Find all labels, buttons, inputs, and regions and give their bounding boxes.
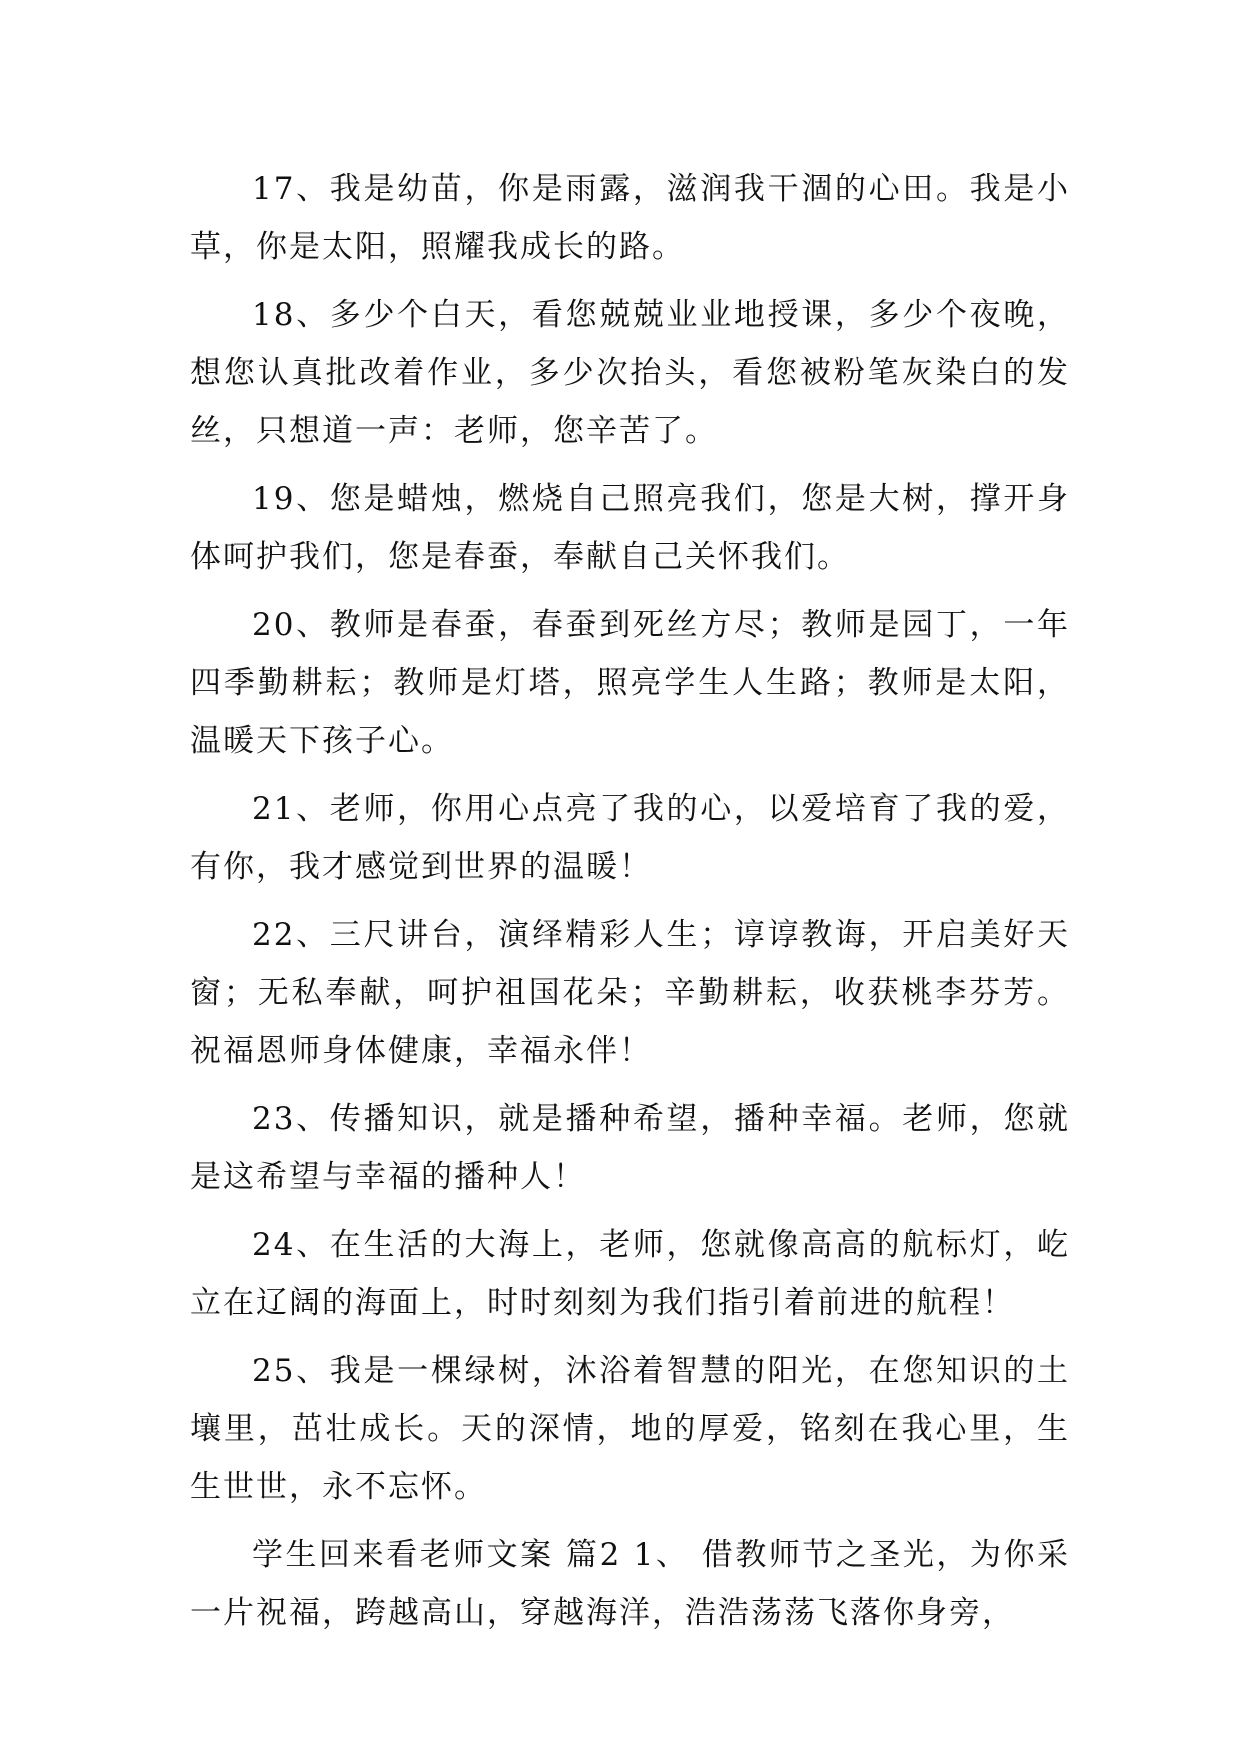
paragraph-25: 25、我是一棵绿树，沐浴着智慧的阳光，在您知识的土壤里，茁壮成长。天的深情，地的厚爱，铭刻在我心里，生生世世，永不忘怀。 [190, 1353, 1070, 1505]
paragraph-18: 18、多少个白天，看您兢兢业业地授课，多少个夜晚，想您认真批改着作业，多少次抬头，看您被粉笔灰染白的发丝，只想道一声：老师，您辛苦了。 [190, 297, 1070, 449]
paragraph-24: 24、在生活的大海上，老师，您就像高高的航标灯，屹立在辽阔的海面上，时时刻刻为我们指引着前进的航程！ [190, 1227, 1070, 1321]
paragraph-20: 20、教师是春蚕，春蚕到死丝方尽；教师是园丁，一年四季勤耕耘；教师是灯塔，照亮学生人生路；教师是太阳，温暖天下孩子心。 [190, 607, 1070, 759]
paragraph-21: 21、老师，你用心点亮了我的心，以爱培育了我的爱，有你，我才感觉到世界的温暖！ [190, 791, 1070, 885]
document-body [190, 160, 1070, 1652]
paragraph-19: 19、您是蜡烛，燃烧自己照亮我们，您是大树，撑开身体呵护我们，您是春蚕，奉献自己关怀我们。 [190, 481, 1070, 575]
paragraph-23: 23、传播知识，就是播种希望，播种幸福。老师，您就是这希望与幸福的播种人！ [190, 1101, 1070, 1195]
paragraph-22: 22、三尺讲台，演绎精彩人生；谆谆教诲，开启美好天窗；无私奉献，呵护祖国花朵；辛勤耕耘，收获桃李芬芳。祝福恩师身体健康，幸福永伴！ [190, 917, 1070, 1069]
section-2-start-paragraph: 学生回来看老师文案 篇2 1、 借教师节之圣光，为你采一片祝福，跨越高山，穿越海洋，浩浩荡荡飞落你身旁， [190, 1537, 1070, 1631]
paragraph-17: 17、我是幼苗，你是雨露，滋润我干涸的心田。我是小草，你是太阳，照耀我成长的路。 [190, 171, 1070, 265]
